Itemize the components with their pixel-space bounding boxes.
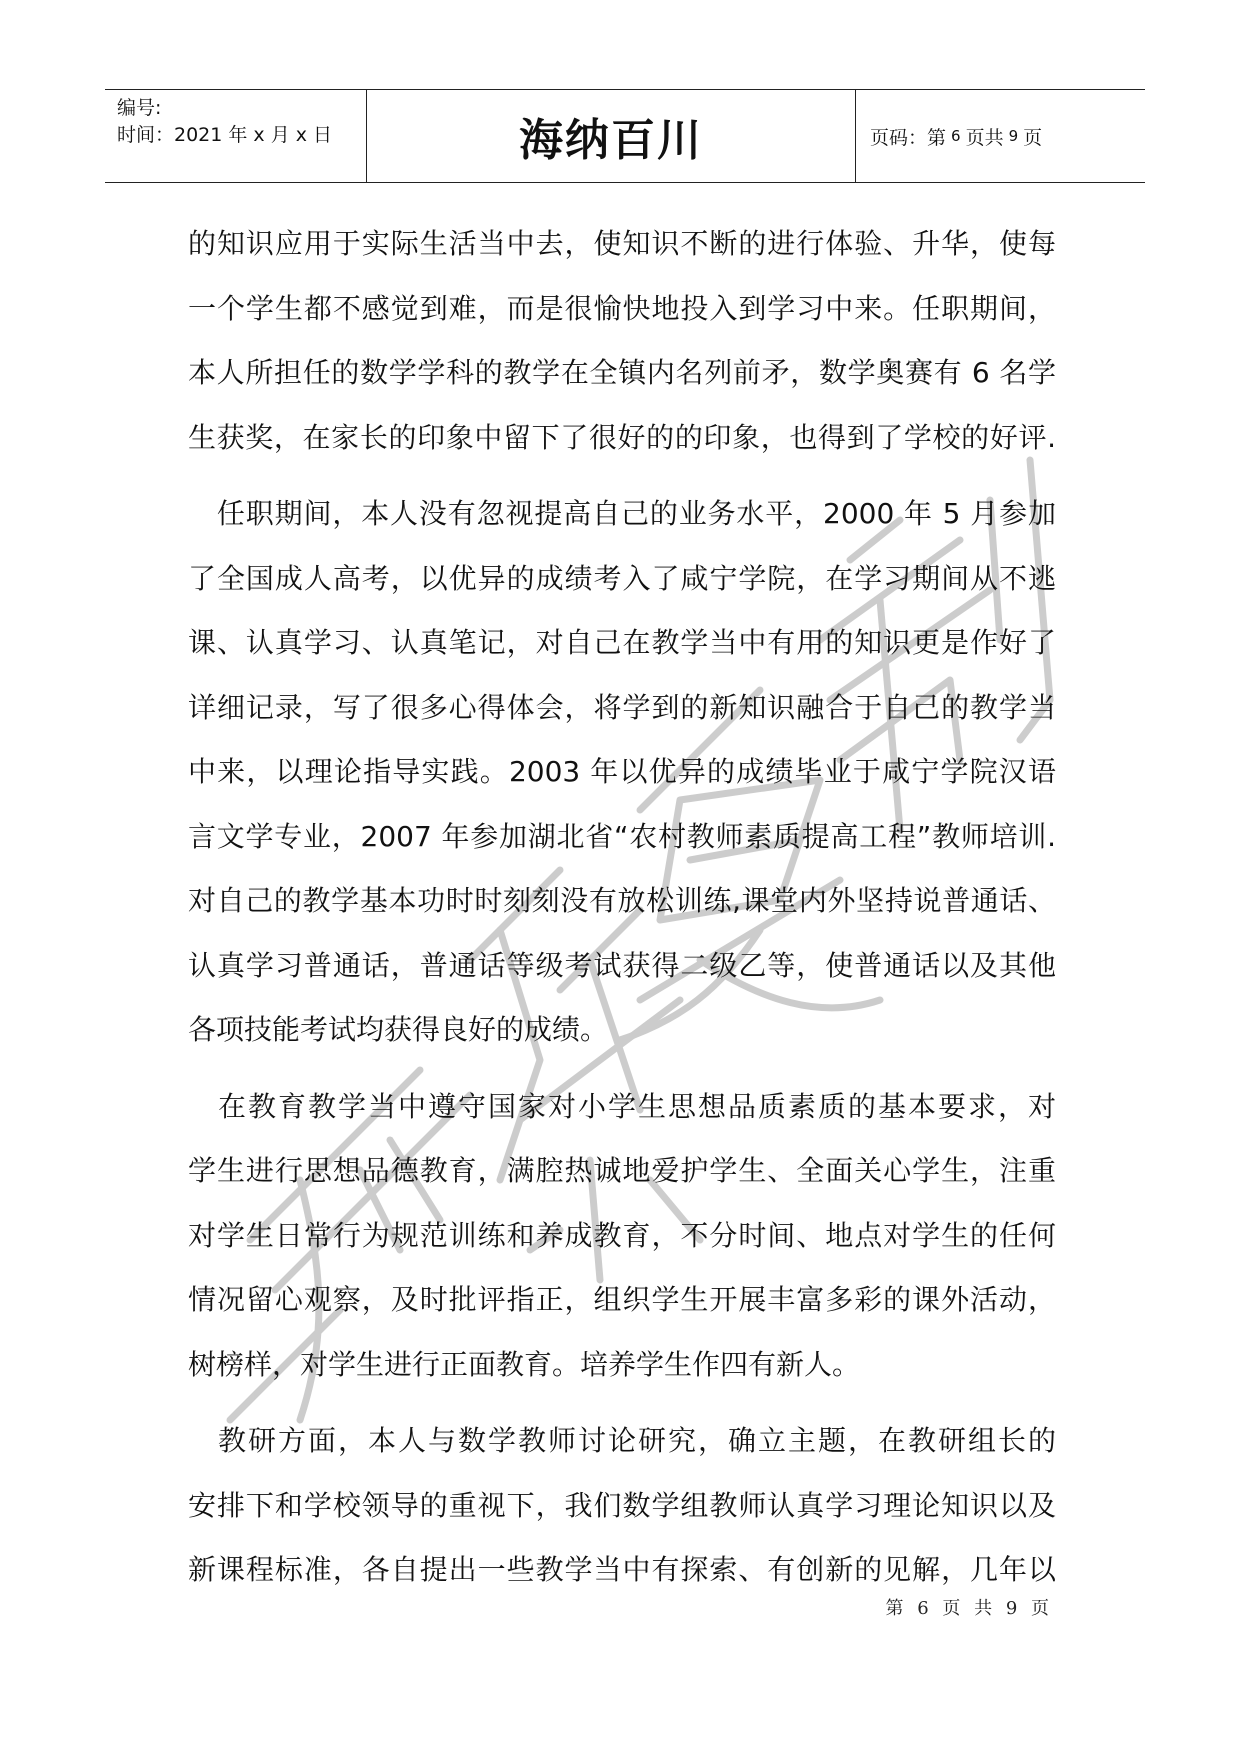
page-indicator (856, 90, 1145, 182)
document-body (188, 212, 1056, 1603)
text-line: 认真学习普通话，普通话等级考试获得二级乙等，使普通话以及其他 (188, 948, 1056, 982)
text-line: 言文学专业，2007 年参加湖北省“农村教师素质提高工程”教师培训. (188, 819, 1056, 853)
header-meta (105, 90, 367, 182)
paragraph (188, 212, 1056, 470)
text-line: 生获奖，在家长的印象中留下了很好的的印象，也得到了学校的好评. (188, 420, 1056, 454)
text-line: 一个学生都不感觉到难，而是很愉快地投入到学习中来。任职期间， (188, 291, 1056, 325)
text-line: 教研方面，本人与数学教师讨论研究，确立主题，在教研组长的 (188, 1424, 1056, 1457)
page-prefix: 页码：第 (870, 126, 947, 149)
page-footer: 第 6 页 共 9 页 (885, 1598, 1053, 1619)
paragraph (188, 1075, 1056, 1398)
text-line: 在教育教学当中遵守国家对小学生思想品质素质的基本要求，对 (188, 1089, 1056, 1123)
text-line: 安排下和学校领导的重视下，我们数学组教师认真学习理论知识以及 (188, 1488, 1056, 1522)
text-line: 各项技能考试均获得良好的成绩。 (188, 1013, 609, 1046)
time-label: 时间：2021 年 x 月 x 日 (117, 124, 333, 146)
text-line: 了全国成人高考，以优异的成绩考入了咸宁学院，在学习期间从不逃 (188, 561, 1056, 595)
page-suffix: 页 (1023, 126, 1043, 149)
text-line: 新课程标准，各自提出一些教学当中有探索、有创新的见解，几年以 (188, 1553, 1056, 1586)
text-line: 情况留心观察，及时批评指正，组织学生开展丰富多彩的课外活动， (188, 1283, 1056, 1316)
paragraph (188, 482, 1056, 1063)
page-current: 6 (951, 127, 961, 145)
text-line: 任职期间，本人没有忽视提高自己的业务水平，2000 年 5 月参加 (188, 497, 1056, 530)
paragraph (188, 1409, 1056, 1603)
text-line: 中来，以理论指导实践。2003 年以优异的成绩毕业于咸宁学院汉语 (188, 755, 1056, 788)
text-line: 本人所担任的数学学科的教学在全镇内名列前矛，数学奥赛有 6 名学 (188, 356, 1056, 389)
text-line: 详细记录，写了很多心得体会，将学到的新知识融合于自己的教学当 (188, 690, 1056, 724)
brand-title: 海纳百川 (367, 90, 856, 182)
text-line: 学生进行思想品德教育，满腔热诚地爱护学生、全面关心学生，注重 (188, 1154, 1056, 1187)
text-line: 对学生日常行为规范训练和养成教育，不分时间、地点对学生的任何 (188, 1218, 1056, 1252)
text-line: 的知识应用于实际生活当中去，使知识不断的进行体验、升华，使每 (188, 227, 1056, 260)
page-total: 9 (1008, 127, 1019, 145)
number-label: 编号: (117, 97, 162, 119)
document-header (105, 89, 1145, 183)
page-middle: 页共 (965, 126, 1004, 149)
text-line: 树榜样，对学生进行正面教育。培养学生作四有新人。 (188, 1347, 861, 1381)
text-line: 对自己的教学基本功时时刻刻没有放松训练,课堂内外坚持说普通话、 (188, 884, 1056, 917)
text-line: 课、认真学习、认真笔记，对自己在教学当中有用的知识更是作好了 (188, 626, 1056, 659)
